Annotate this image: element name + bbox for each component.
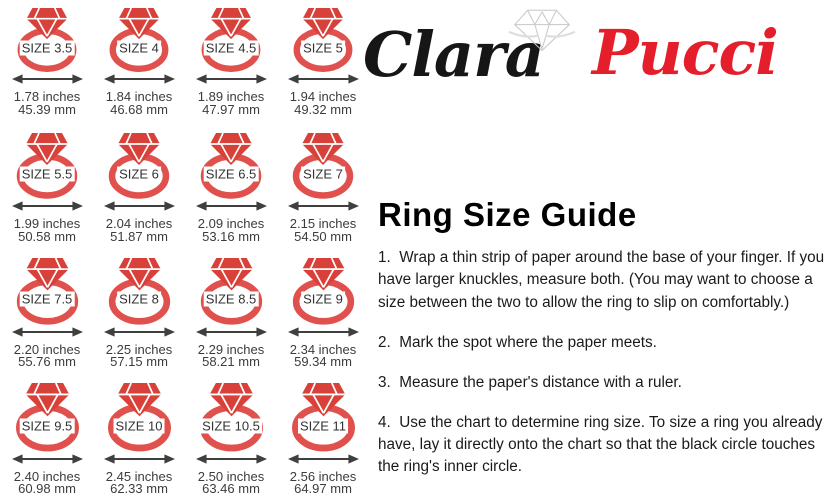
- page-title: Ring Size Guide: [378, 196, 637, 233]
- diameter-arrow-icon: [104, 200, 175, 212]
- diameter-mm: 62.33 mm: [110, 481, 168, 497]
- ring-size-label: SIZE 8: [119, 291, 159, 307]
- ring-illustration: [102, 258, 177, 325]
- ring-illustration: [11, 8, 83, 72]
- ring-illustration: [103, 8, 175, 72]
- ring-size-label: SIZE 10.5: [202, 418, 260, 434]
- diameter-arrow-icon: [104, 326, 175, 338]
- ring-size-cell: [185, 6, 277, 131]
- brand-name-pucci: Pucci: [592, 16, 778, 89]
- diameter-inches: 2.50 inches: [197, 468, 265, 484]
- ring-size-cell: [1, 6, 93, 131]
- ring-size-cell: [277, 381, 369, 501]
- instruction-step-3: 3. Measure the paper's distance with a ruler.: [378, 373, 682, 391]
- instruction-step-2: 2. Mark the spot where the paper meets.: [378, 333, 657, 351]
- ring-size-cell: [93, 381, 185, 501]
- diameter-inches: 2.09 inches: [197, 216, 265, 231]
- diameter-inches: 1.84 inches: [105, 89, 173, 105]
- ring-size-label: SIZE 6.5: [205, 166, 257, 182]
- ring-size-label: SIZE 4.5: [205, 40, 257, 56]
- diameter-inches: 2.20 inches: [13, 341, 81, 357]
- diameter-arrow-icon: [288, 453, 359, 465]
- ring-size-label: SIZE 11: [299, 418, 347, 434]
- ring-size-cell: [185, 256, 277, 381]
- ring-size-cell: [93, 131, 185, 256]
- ring-size-cell: [93, 6, 185, 131]
- diameter-arrow-icon: [12, 73, 83, 85]
- diameter-mm: 46.68 mm: [110, 101, 168, 117]
- diameter-inches: 1.99 inches: [13, 216, 81, 231]
- ring-illustration: [101, 383, 178, 452]
- diameter-mm: 54.50 mm: [294, 228, 352, 244]
- ring-size-label: SIZE 9: [303, 291, 343, 307]
- diameter-inches: 1.89 inches: [197, 89, 265, 105]
- ring-illustration: [286, 133, 360, 199]
- diameter-mm: 64.97 mm: [294, 481, 352, 497]
- diameter-mm: 63.46 mm: [202, 481, 260, 497]
- ring-size-label: SIZE 8.5: [205, 291, 257, 307]
- ring-illustration: [10, 258, 85, 325]
- diameter-mm: 50.58 mm: [18, 228, 76, 244]
- diameter-inches: 2.15 inches: [289, 216, 357, 231]
- diameter-arrow-icon: [196, 73, 267, 85]
- diameter-arrow-icon: [104, 73, 175, 85]
- ring-size-label: SIZE 6: [119, 166, 159, 182]
- ring-size-label: SIZE 4: [119, 40, 159, 56]
- ring-size-label: SIZE 7.5: [21, 291, 73, 307]
- ring-size-label: SIZE 7: [303, 166, 343, 182]
- ring-size-cell: [277, 256, 369, 381]
- diameter-mm: 60.98 mm: [18, 481, 76, 497]
- ring-size-cell: [277, 131, 369, 256]
- ring-size-label: SIZE 5.5: [21, 166, 73, 182]
- ring-size-cell: [1, 256, 93, 381]
- brand-name-clara: Clara: [363, 18, 544, 91]
- diameter-inches: 2.04 inches: [105, 216, 173, 231]
- diameter-inches: 2.25 inches: [105, 341, 173, 357]
- ring-illustration: [194, 258, 269, 325]
- diameter-arrow-icon: [12, 453, 83, 465]
- ring-size-cell: [1, 381, 93, 501]
- diameter-arrow-icon: [104, 453, 175, 465]
- ring-illustration: [9, 383, 86, 452]
- ring-size-label: SIZE 9.5: [21, 418, 73, 434]
- ring-illustration: [194, 133, 268, 199]
- diameter-inches: 2.40 inches: [13, 468, 81, 484]
- diameter-mm: 49.32 mm: [294, 101, 352, 117]
- ring-size-label: SIZE 5: [303, 40, 343, 56]
- logo-diamond-icon: [506, 6, 578, 62]
- diameter-arrow-icon: [288, 326, 359, 338]
- diameter-arrow-icon: [288, 73, 359, 85]
- diameter-arrow-icon: [12, 326, 83, 338]
- ring-illustration: [195, 8, 267, 72]
- ring-illustration: [10, 133, 84, 199]
- diameter-mm: 47.97 mm: [202, 101, 260, 117]
- ring-size-grid: [1, 6, 369, 501]
- diameter-inches: 2.34 inches: [289, 341, 357, 357]
- diameter-inches: 2.56 inches: [289, 468, 357, 484]
- ring-illustration: [287, 8, 359, 72]
- instruction-step-1: 1. Wrap a thin strip of paper around the base of your finger. If you have larger knuckles, measure both. (You may want to choose a size between the two to allow the ring to slip on comfortably.): [378, 249, 825, 311]
- diameter-inches: 1.94 inches: [289, 89, 357, 105]
- ring-size-cell: [277, 6, 369, 131]
- ring-illustration: [285, 383, 362, 452]
- instruction-step-4: 4. Use the chart to determine ring size. To size a ring you already have, lay it directly onto the chart so that the black circle touches the ring's inner circle.: [378, 413, 823, 476]
- diameter-arrow-icon: [12, 200, 83, 212]
- diameter-mm: 45.39 mm: [18, 101, 76, 117]
- diameter-inches: 2.29 inches: [197, 341, 265, 357]
- diameter-mm: 55.76 mm: [18, 354, 76, 370]
- diameter-mm: 51.87 mm: [110, 228, 168, 244]
- diameter-arrow-icon: [196, 326, 267, 338]
- diameter-arrow-icon: [196, 453, 267, 465]
- ring-size-label: SIZE 10: [115, 418, 163, 434]
- ring-size-cell: [93, 256, 185, 381]
- diameter-arrow-icon: [288, 200, 359, 212]
- diameter-mm: 53.16 mm: [202, 228, 260, 244]
- ring-size-cell: [185, 131, 277, 256]
- diameter-inches: 1.78 inches: [13, 89, 81, 105]
- diameter-mm: 59.34 mm: [294, 354, 352, 370]
- instructions: [378, 247, 827, 496]
- diameter-mm: 57.15 mm: [110, 354, 168, 370]
- diameter-arrow-icon: [196, 200, 267, 212]
- ring-size-label: SIZE 3.5: [21, 40, 73, 56]
- ring-illustration: [102, 133, 176, 199]
- ring-size-cell: [185, 381, 277, 501]
- ring-illustration: [286, 258, 361, 325]
- ring-illustration: [193, 383, 270, 452]
- diameter-mm: 58.21 mm: [202, 354, 260, 370]
- diameter-inches: 2.45 inches: [105, 468, 173, 484]
- ring-size-cell: [1, 131, 93, 256]
